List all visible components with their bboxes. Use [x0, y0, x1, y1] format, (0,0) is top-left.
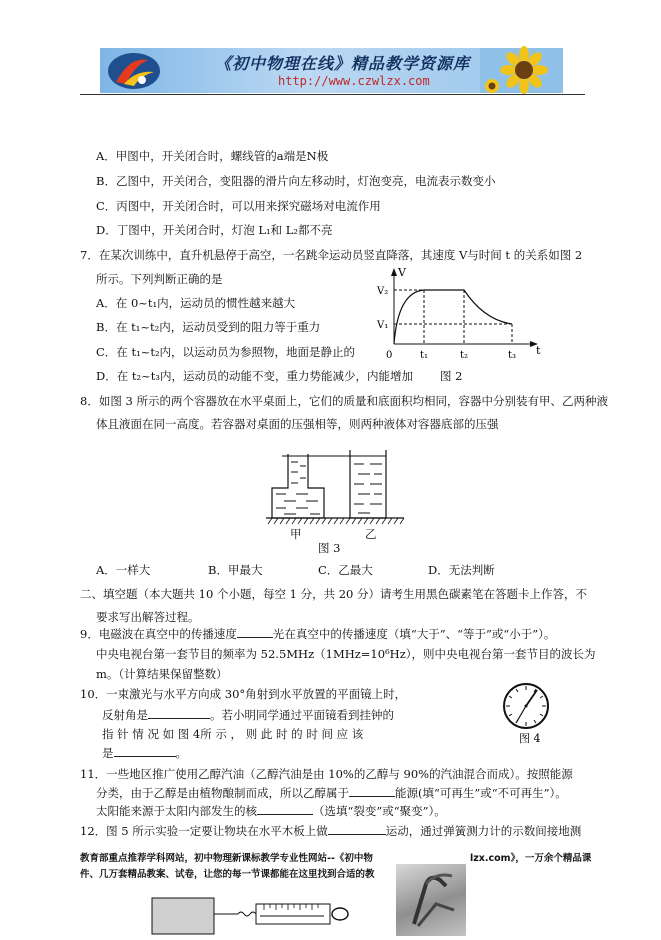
q9-line3: m。（计算结果保留整数）: [96, 667, 228, 681]
fig2-velocity-curve: [394, 290, 512, 344]
q10-text-2b: 。若小明同学通过平面镜看到挂钟的: [210, 708, 394, 722]
q8-stem-line2: 体且液面在同一高度。若容器对桌面的压强相等，则两种液体对容器底部的压强: [96, 417, 499, 431]
q8-stem-line1: 8．如图 3 所示的两个容器放在水平桌面上，它们的质量和底面积均相同，容器中分别装有甲、乙两种液: [80, 394, 608, 408]
fig5-scale-body: [256, 904, 330, 924]
fig3-label-yi: 乙: [365, 527, 377, 541]
figure-2-vt-graph: [372, 264, 552, 364]
q10-text-2a: 反射角是: [102, 708, 148, 722]
q6-option-b: B．乙图中，开关闭合，变阻器的滑片向左移动时，灯泡变亮，电流表示数变小: [96, 174, 496, 188]
fig2-v2-label: V₂: [377, 286, 389, 297]
q10-blank-2[interactable]: [114, 744, 176, 757]
q7-option-b: B．在 t₁~t₂内，运动员受到的阻力等于重力: [96, 320, 321, 334]
fig5-block: [152, 898, 214, 934]
footer-line1b: lzx.com》，一万余个精品课: [470, 853, 592, 864]
fig5-hook: [238, 912, 256, 916]
fig2-origin-label: 0: [386, 350, 393, 361]
q9-line1: [80, 625, 555, 642]
fig2-y-arrow: [391, 268, 397, 276]
q11-line1: 11．一些地区推广使用乙醇汽油（乙醇汽油是由 10%的乙醇与 90%的汽油混合而成）。按照能源: [80, 767, 573, 781]
q6-option-c: C．丙图中，开关闭合时，可以用来探究磁场对电流作用: [96, 199, 381, 213]
q10-line1: 10．一束激光与水平方向成 30°角射到水平放置的平面镜上时，: [80, 687, 407, 701]
q6-option-a: A．甲图中，开关闭合时，螺线管的a端是N极: [96, 149, 329, 163]
q12-blank-1[interactable]: [328, 822, 386, 835]
q8-option-d: D．无法判断: [428, 563, 495, 577]
banner-title: 《初中物理在线》精品教学资源库: [215, 54, 471, 73]
figure-2-caption: 图 2: [440, 369, 463, 383]
q6-option-d: D．丁图中，开关闭合时，灯泡 L₁和 L₂都不亮: [96, 223, 333, 237]
q12-text-1a: 12．图 5 所示实验一定要让物块在水平木板上做: [80, 824, 328, 838]
q10-blank-1[interactable]: [148, 706, 210, 719]
fig2-y-axis-label: V: [398, 266, 406, 279]
q7-option-c: C．在 t₁~t₂内，以运动员为参照物，地面是静止的: [96, 345, 356, 359]
sunflower-image: [480, 48, 563, 93]
fig2-t2-label: t₂: [460, 350, 469, 361]
q9-text-1a: 9．电磁波在真空中的传播速度: [80, 627, 237, 641]
fig3-label-jia: 甲: [290, 527, 302, 541]
q11-blank-1[interactable]: [349, 784, 395, 797]
section-2-heading-line2: 要求写出解答过程。: [96, 610, 200, 624]
q10-line3: 指 针 情 况 如 图 4所 示 ， 则 此 时 的 时 间 应 该: [102, 727, 364, 741]
q9-line2: 中央电视台第一套节目的频率为 52.5MHz（1MHz=10⁶Hz），则中央电视台第一套节目的波长为: [96, 647, 596, 661]
header-rule: [80, 94, 585, 95]
q10-line4: [102, 744, 187, 761]
footer-line2: 件、几万套精品教案、试卷，让您的每一节课都能在这里找到合适的教: [80, 869, 375, 880]
q11-blank-2[interactable]: [257, 802, 313, 815]
q10-text-4a: 是: [102, 746, 114, 760]
q7-stem-line1: 7．在某次训练中，直升机悬停于高空，一名跳伞运动员竖直降落，其速度 V与时间 t 的关系如图 2: [80, 248, 583, 262]
q7-stem-line2: 所示。下列判断正确的是: [96, 272, 223, 286]
q12-line1: [80, 822, 581, 839]
footer-line1a: 教育部重点推荐学科网站，初中物理新课标教学专业性网站--《初中物: [80, 853, 373, 864]
fig2-x-axis-label: t: [536, 344, 541, 357]
fig2-t3-label: t₃: [508, 350, 517, 361]
q7-option-a: A．在 0~t₁内，运动员的惯性越来越大: [96, 296, 296, 310]
fig3-table-hatching: [268, 518, 404, 524]
figure-3-caption: 图 3: [318, 541, 341, 555]
banner-url[interactable]: http://www.czwlzx.com: [278, 74, 430, 88]
q8-option-b: B．甲最大: [208, 563, 263, 577]
q10-text-4b: 。: [175, 746, 187, 760]
fig2-t1-label: t₁: [420, 350, 429, 361]
figure-4-caption: 图 4: [519, 732, 541, 745]
q11-text-3b: （选填“裂变”或“聚变”）。: [313, 804, 446, 818]
q9-text-1b: 光在真空中的传播速度（填“大于”、“等于”或“小于”）。: [272, 627, 556, 641]
logo-icon: [104, 50, 164, 92]
q11-line3: [96, 802, 446, 819]
section-2-heading-line1: 二、填空题（本大题共 10 个小题，每空 1 分，共 20 分）请考生用黑色碳素笔在答题卡上作答，不: [80, 587, 588, 601]
figure-3-containers: [262, 446, 412, 530]
q11-text-3a: 太阳能来源于太阳内部发生的核: [96, 804, 257, 818]
figure-5-spring-scale: [146, 890, 356, 936]
q11-text-2a: 分类，由于乙醇是由植物酿制而成，所以乙醇属于: [96, 786, 349, 800]
q10-line2: [102, 706, 394, 723]
clock-center-pin: [525, 705, 528, 708]
fig5-pull-ring: [332, 908, 348, 920]
fig2-v1-label: V₁: [377, 320, 389, 331]
q12-text-1b: 运动，通过弹簧测力计的示数间接地测: [385, 824, 582, 838]
figure-4-clock: [492, 676, 564, 745]
q7-option-d: D．在 t₂~t₃内，运动员的动能不变，重力势能减少，内能增加: [96, 369, 413, 383]
q11-text-2b: 能源(填“可再生”或“不可再生”）。: [395, 786, 567, 800]
tuning-fork-icon: [396, 864, 466, 936]
header-banner: [100, 48, 563, 93]
q8-option-a: A．一样大: [96, 563, 151, 577]
fig3-liquid-yi: [354, 464, 382, 513]
q11-line2: [96, 784, 567, 801]
q9-blank-1[interactable]: [237, 625, 273, 638]
q8-option-c: C．乙最大: [318, 563, 373, 577]
footer-photo: [396, 864, 466, 936]
